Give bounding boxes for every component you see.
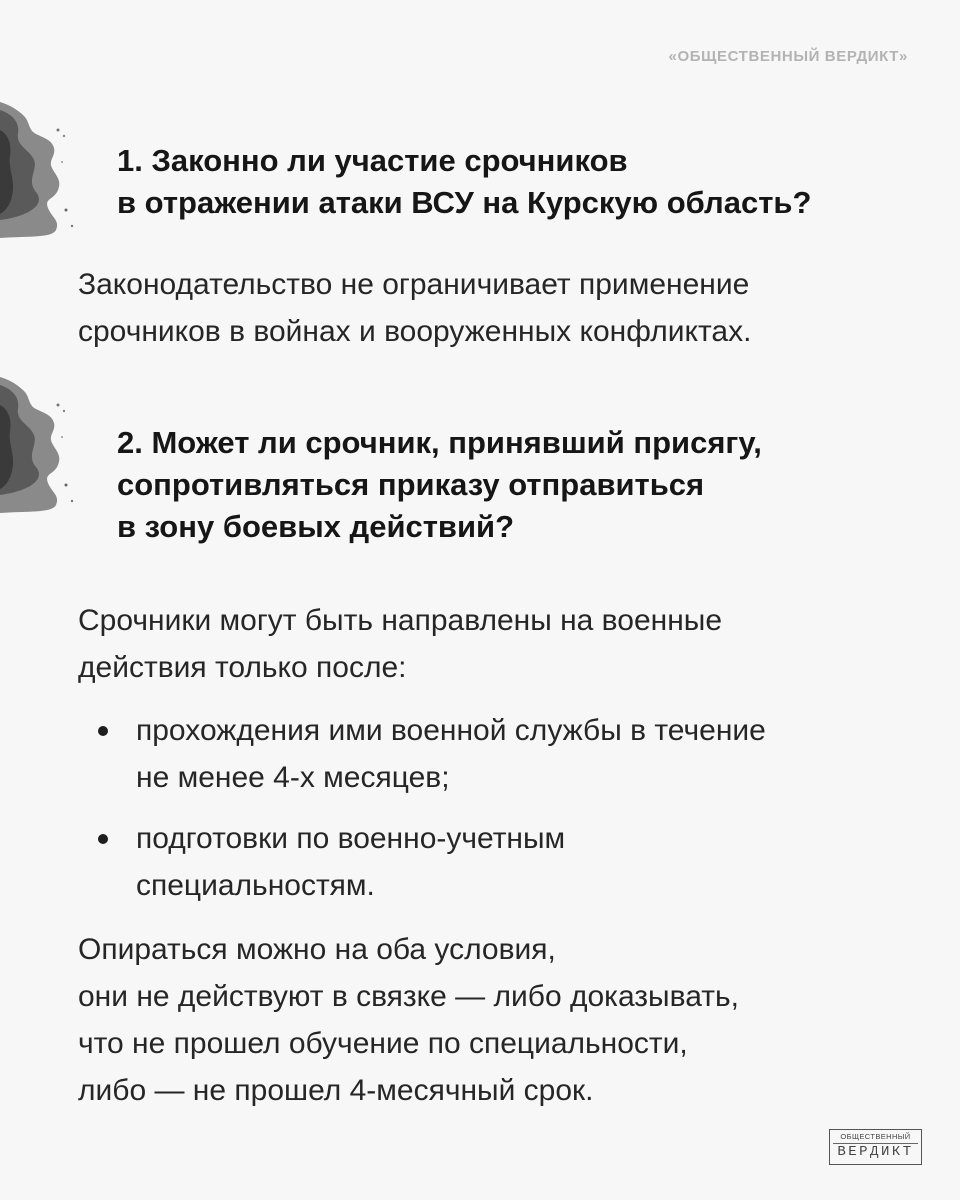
list-item-text (136, 707, 766, 801)
list-item-text (136, 815, 565, 909)
question-1-answer (78, 261, 751, 355)
question-2-title-line: в зону боевых действий? (117, 509, 515, 544)
question-2-title-line: сопротивляться приказу отправиться (117, 467, 705, 502)
question-2-title (117, 422, 762, 548)
bullet-icon (98, 726, 108, 736)
logo-bottom-text: ВЕРДИКТ (837, 1144, 914, 1160)
answer-line: срочников в войнах и вооруженных конфликтах. (78, 315, 752, 348)
list-item-line: подготовки по военно-учетным (136, 822, 566, 855)
list-item (98, 815, 565, 909)
list-item-line: не менее 4-х месяцев; (136, 761, 450, 794)
conclusion-line: что не прошел обучение по специальности, (78, 1027, 688, 1060)
conclusion-line: они не действуют в связке — либо доказывать, (78, 980, 739, 1013)
list-item-line: специальностям. (136, 869, 375, 902)
brand-logo (829, 1129, 922, 1165)
answer-line: Законодательство не ограничивает применение (78, 268, 750, 301)
conclusion-line: либо — не прошел 4-месячный срок. (78, 1074, 594, 1107)
decorative-paint-smudge (0, 100, 80, 240)
condition-list (98, 707, 766, 801)
decorative-paint-smudge (0, 375, 80, 515)
question-2-title-line: 2. Может ли срочник, принявший присягу, (117, 425, 762, 460)
list-item-line: прохождения ими военной службы в течение (136, 714, 766, 747)
conclusion-line: Опираться можно на оба условия, (78, 933, 556, 966)
question-1-title (117, 140, 811, 224)
logo-top-text: ОБЩЕСТВЕННЫЙ (833, 1132, 918, 1144)
question-2-conclusion (78, 926, 739, 1114)
question-1-title-line: 1. Законно ли участие срочников (117, 143, 628, 178)
list-item (98, 707, 766, 801)
condition-list (98, 815, 565, 909)
intro-line: действия только после: (78, 651, 407, 684)
intro-line: Срочники могут быть направлены на военные (78, 604, 723, 637)
bullet-icon (98, 834, 108, 844)
brand-header: «ОБЩЕСТВЕННЫЙ ВЕРДИКТ» (668, 48, 908, 65)
question-1-title-line: в отражении атаки ВСУ на Курскую область? (117, 185, 812, 220)
question-2-intro (78, 597, 722, 691)
